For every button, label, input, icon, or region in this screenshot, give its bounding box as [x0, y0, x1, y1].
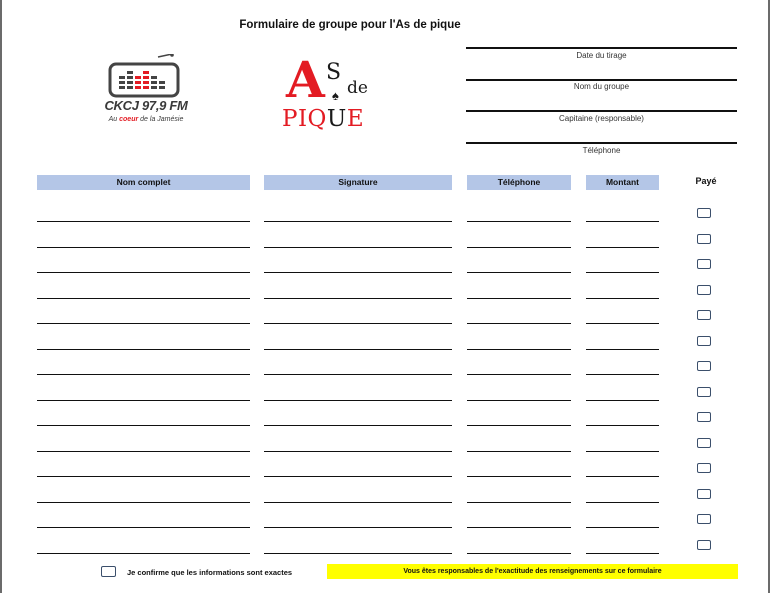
- name-line-3[interactable]: [37, 272, 250, 273]
- paid-checkbox-3[interactable]: [697, 259, 711, 269]
- radio-call-sign: CKCJ 97,9 FM: [104, 98, 188, 113]
- amount-line-10[interactable]: [586, 451, 659, 452]
- phone-line-5[interactable]: [467, 323, 571, 324]
- date-tirage-label: Date du tirage: [576, 51, 627, 60]
- amount-line-4[interactable]: [586, 298, 659, 299]
- signature-line-5[interactable]: [264, 323, 452, 324]
- phone-line-3[interactable]: [467, 272, 571, 273]
- amount-line-7[interactable]: [586, 374, 659, 375]
- paid-checkbox-11[interactable]: [697, 463, 711, 473]
- as-de-pique-logo: [280, 50, 380, 136]
- confirm-label: Je confirme que les informations sont exactes: [127, 568, 293, 577]
- capitaine-label: Capitaine (responsable): [559, 114, 644, 123]
- phone-line-14[interactable]: [467, 553, 571, 554]
- phone-line-11[interactable]: [467, 476, 571, 477]
- logo-letter-s: S: [326, 60, 342, 85]
- confirm-checkbox[interactable]: [101, 566, 116, 577]
- signature-line-11[interactable]: [264, 476, 452, 477]
- paid-checkbox-9[interactable]: [697, 412, 711, 422]
- name-line-4[interactable]: [37, 298, 250, 299]
- name-line-1[interactable]: [37, 221, 250, 222]
- phone-line-8[interactable]: [467, 400, 571, 401]
- telephone-label: Téléphone: [582, 146, 621, 155]
- name-line-12[interactable]: [37, 502, 250, 503]
- name-line-9[interactable]: [37, 425, 250, 426]
- header-nom-complet: Nom complet: [37, 175, 250, 190]
- phone-line-2[interactable]: [467, 247, 571, 248]
- phone-line-10[interactable]: [467, 451, 571, 452]
- phone-line-13[interactable]: [467, 527, 571, 528]
- paid-checkbox-2[interactable]: [697, 234, 711, 244]
- signature-line-10[interactable]: [264, 451, 452, 452]
- amount-line-5[interactable]: [586, 323, 659, 324]
- signature-line-13[interactable]: [264, 527, 452, 528]
- amount-line-9[interactable]: [586, 425, 659, 426]
- phone-line-4[interactable]: [467, 298, 571, 299]
- signature-line-2[interactable]: [264, 247, 452, 248]
- amount-line-3[interactable]: [586, 272, 659, 273]
- amount-line-12[interactable]: [586, 502, 659, 503]
- nom-groupe-label: Nom du groupe: [573, 82, 630, 91]
- signature-line-6[interactable]: [264, 349, 452, 350]
- name-line-11[interactable]: [37, 476, 250, 477]
- tagline-pre: Au: [108, 116, 118, 123]
- paid-checkbox-1[interactable]: [697, 208, 711, 218]
- nom-groupe-line[interactable]: [466, 79, 737, 81]
- paid-checkbox-10[interactable]: [697, 438, 711, 448]
- amount-line-2[interactable]: [586, 247, 659, 248]
- form-title: Formulaire de groupe pour l'As de pique: [239, 19, 461, 31]
- date-tirage-line[interactable]: [466, 47, 737, 49]
- paid-checkbox-5[interactable]: [697, 310, 711, 320]
- tagline-post: de la Jamésie: [140, 116, 184, 123]
- pique-u: U: [326, 106, 347, 132]
- phone-line-9[interactable]: [467, 425, 571, 426]
- paid-checkbox-8[interactable]: [697, 387, 711, 397]
- amount-line-11[interactable]: [586, 476, 659, 477]
- amount-line-14[interactable]: [586, 553, 659, 554]
- signature-line-7[interactable]: [264, 374, 452, 375]
- phone-line-1[interactable]: [467, 221, 571, 222]
- name-line-5[interactable]: [37, 323, 250, 324]
- signature-line-4[interactable]: [264, 298, 452, 299]
- logo-letter-a: A: [286, 50, 325, 109]
- radio-tagline: [96, 116, 196, 123]
- header-telephone: Téléphone: [467, 175, 571, 190]
- paid-checkbox-14[interactable]: [697, 540, 711, 550]
- pique-post: E: [346, 106, 365, 132]
- paid-checkbox-6[interactable]: [697, 336, 711, 346]
- name-line-6[interactable]: [37, 349, 250, 350]
- amount-line-8[interactable]: [586, 400, 659, 401]
- name-line-7[interactable]: [37, 374, 250, 375]
- capitaine-line[interactable]: [466, 110, 737, 112]
- paid-checkbox-4[interactable]: [697, 285, 711, 295]
- signature-line-3[interactable]: [264, 272, 452, 273]
- page-frame-left: [0, 0, 2, 593]
- header-paye: Payé: [695, 176, 717, 186]
- header-montant: Montant: [586, 175, 659, 190]
- signature-line-1[interactable]: [264, 221, 452, 222]
- signature-line-14[interactable]: [264, 553, 452, 554]
- paid-checkbox-12[interactable]: [697, 489, 711, 499]
- name-line-13[interactable]: [37, 527, 250, 528]
- pique-pre: PIQ: [282, 106, 327, 132]
- phone-line-7[interactable]: [467, 374, 571, 375]
- signature-line-9[interactable]: [264, 425, 452, 426]
- phone-line-6[interactable]: [467, 349, 571, 350]
- logo-word-de: de: [347, 78, 368, 98]
- name-line-10[interactable]: [37, 451, 250, 452]
- paid-checkbox-7[interactable]: [697, 361, 711, 371]
- telephone-line[interactable]: [466, 142, 737, 144]
- name-line-14[interactable]: [37, 553, 250, 554]
- header-signature: Signature: [264, 175, 452, 190]
- tagline-highlight: coeur: [119, 116, 139, 123]
- signature-line-8[interactable]: [264, 400, 452, 401]
- warning-banner: Vous êtes responsables de l'exactitude des renseignements sur ce formulaire: [327, 564, 738, 579]
- radio-icon: [106, 54, 186, 98]
- signature-line-12[interactable]: [264, 502, 452, 503]
- logo-word-pique: [282, 106, 364, 132]
- spade-icon: ♠: [332, 88, 339, 103]
- amount-line-6[interactable]: [586, 349, 659, 350]
- name-line-2[interactable]: [37, 247, 250, 248]
- paid-checkbox-13[interactable]: [697, 514, 711, 524]
- amount-line-13[interactable]: [586, 527, 659, 528]
- amount-line-1[interactable]: [586, 221, 659, 222]
- name-line-8[interactable]: [37, 400, 250, 401]
- radio-logo: [96, 54, 196, 132]
- phone-line-12[interactable]: [467, 502, 571, 503]
